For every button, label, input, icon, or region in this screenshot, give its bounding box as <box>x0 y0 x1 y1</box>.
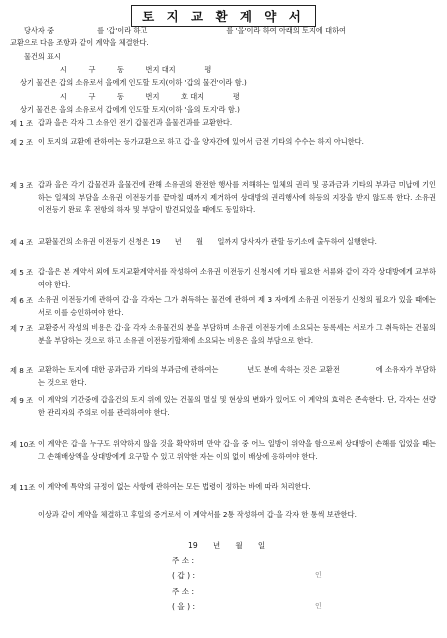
preamble-line-2: 교환으로 다음 조항과 같이 계약을 체결한다. <box>10 38 149 47</box>
closing-statement: 이상과 같이 계약을 체결하고 후일의 증거로서 이 계약서를 2통 작성하여 갑·을 각자 한 통씩 보관한다. <box>38 510 357 519</box>
article-1-num: 제 1 조 <box>10 119 34 128</box>
gap-property-desc: 상기 물건은 갑의 소유로서 을에게 인도할 토지(이하 '갑의 물건'이라 함.) <box>20 78 247 87</box>
article-6-num: 제 6 조 <box>10 296 34 305</box>
property-heading: 물건의 표시 <box>24 52 62 61</box>
article-2-num: 제 2 조 <box>10 138 34 147</box>
article-7-text: 교환증서 작성의 비용은 갑·을 각자 소유물건의 분을 부담하며 소유권 이전등기에 소요되는 등록세는 서로가 그 취득하는 건물의 분을 부담하는 것으로 하고 소유권 이전등기할채에 소요되는 비용은 을의 부담으로 한다. <box>38 323 436 345</box>
article-4-text: 교환물건의 소유권 이전등기 신청은 19 년 월 일까지 당사자가 관할 등기소에 출두하여 실행한다. <box>38 237 377 246</box>
article-10-text: 이 계약은 갑·을 누구도 위약하지 않을 것을 확약하며 만약 갑·을 중 어느 일방이 위약을 함으로써 상대방이 손해를 입었을 때는 그 손해배상액을 상대방에게 요구할 수 있고 위약한 자는 이의 없이 배상에 응하여야 한다. <box>38 439 436 461</box>
article-6-text: 소유권 이전등기에 관하여 갑·을 각자는 그가 취득하는 물건에 관하여 제 3 자에게 소유권 이전등기 신청의 필요가 있을 때에는 서로 이를 승인하여야 한다. <box>38 295 436 317</box>
article-3-num: 제 3 조 <box>10 181 34 190</box>
eul-property-desc: 상기 물건은 을의 소유로서 갑에게 인도할 토지(이하 '을의 토지'라 함.) <box>20 105 240 114</box>
article-10-num: 제 10조 <box>10 440 36 449</box>
gap-name-label: ( 갑 ) : <box>172 571 196 580</box>
article-2-text: 이 토지의 교환에 관하여는 등가교환으로 하고 갑·을 양자간에 있어서 금전 기타의 수수는 하지 아니한다. <box>38 137 364 146</box>
article-1-text: 갑과 을은 각자 그 소유인 전기 갑물건과 을물건과를 교환한다. <box>38 118 233 127</box>
eul-address-label: 주 소 : <box>172 587 195 596</box>
article-9-num: 제 9 조 <box>10 396 34 405</box>
article-7-num: 제 7 조 <box>10 324 34 333</box>
article-11-text: 이 계약에 특약의 규정이 없는 사항에 관하여는 모든 법령이 정하는 바에 따라 처리한다. <box>38 482 311 491</box>
gap-address-label: 주 소 : <box>172 556 195 565</box>
gap-seal-mark: 인 <box>315 571 322 579</box>
document-title-wrap <box>0 5 447 27</box>
eul-property-line: 시 구 동 번지 호 대지 평 <box>60 92 240 101</box>
contract-date: 19 년 월 일 <box>188 541 266 550</box>
article-5-text: 갑·을은 본 계약서 외에 토지교환계약서를 작성하여 소유권 이전등기 신청시에 기타 필요한 서류와 같이 각각 상대방에게 교부하여야 한다. <box>38 267 436 289</box>
article-9-text: 이 계약의 기간중에 갑을건의 토지 위에 있는 건물의 멸실 및 현상의 변화가 있어도 이 계약의 효력은 존속한다. 단, 각자는 선량한 관리자의 주의로 이를 관리하여야 한다. <box>38 395 436 417</box>
article-8-num: 제 8 조 <box>10 366 34 375</box>
eul-name-label: ( 을 ) : <box>172 602 196 611</box>
article-11-num: 제 11조 <box>10 483 36 492</box>
article-5-num: 제 5 조 <box>10 268 34 277</box>
article-3-text: 갑과 을은 각기 갑물건과 을물건에 관해 소유권의 완전한 행사를 저해하는 일체의 권리 및 공과금과 기타의 부과금 미납에 기인하는 일체의 부담을 소유권 이전등기를 끝마칠 때까지 제거하여 상대방의 권리행사에 하등의 지장을 받지 않도록 한다. 소유권 이전등기 완료 후 전항의 하자 및 부담이 발견되었을 때에도 동일하다. <box>38 180 436 215</box>
gap-property-line: 시 구 동 번지 대지 평 <box>60 65 212 74</box>
eul-seal-mark: 인 <box>315 602 322 610</box>
preamble-line-1: 당사자 중 를 '갑'이라 하고 를 '을'이라 하여 아래의 토지에 대하여 <box>24 26 346 35</box>
document-title: 토 지 교 환 계 약 서 <box>131 5 316 27</box>
article-4-num: 제 4 조 <box>10 238 34 247</box>
article-8-text: 교환하는 토지에 대한 공과금과 기타의 부과금에 관하여는 년도 분에 속하는 것은 교환전 에 소유자가 부담하는 것으로 한다. <box>38 365 436 387</box>
